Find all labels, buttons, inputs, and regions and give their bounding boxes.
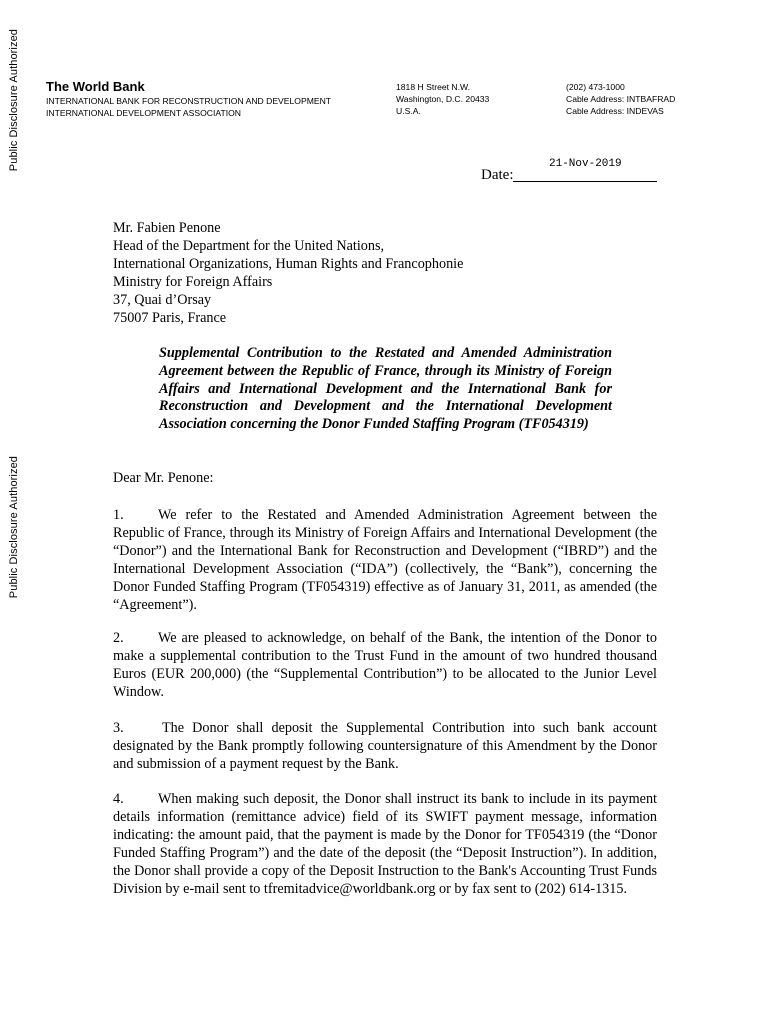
- contact-phone: (202) 473-1000: [566, 82, 625, 92]
- recipient-line: 75007 Paris, France: [113, 310, 227, 326]
- recipient-line: Mr. Fabien Penone: [113, 220, 221, 236]
- salutation: Dear Mr. Penone:: [113, 470, 214, 486]
- disclosure-stamp-top: Public Disclosure Authorized: [8, 29, 20, 172]
- contact-cable-1: Cable Address: INTBAFRAD: [566, 94, 676, 104]
- paragraph-number: 3.: [113, 720, 124, 736]
- address-city: Washington, D.C. 20433: [396, 94, 490, 104]
- paragraph-1: [113, 506, 657, 614]
- subject-line: Supplemental Contribution to the Restated and Amended Administration Agreement between the Republic of France, through its Ministry of Foreign Affairs and International Development and the International Bank for Reconstruction and Development and the International Development Association concerning the Donor Funded Staffing Program (TF054319): [159, 345, 612, 433]
- recipient-line: Ministry for Foreign Affairs: [113, 274, 273, 290]
- date-value: 21-Nov-2019: [549, 158, 622, 170]
- org-line-ibrd: INTERNATIONAL BANK FOR RECONSTRUCTION AND DEVELOPMENT: [46, 96, 332, 106]
- disclosure-stamp-middle: Public Disclosure Authorized: [8, 456, 20, 599]
- paragraph-3: [113, 719, 657, 773]
- date-underline: [513, 181, 657, 182]
- paragraph-number: 2.: [113, 630, 124, 646]
- letterhead-address: [396, 81, 489, 117]
- org-line-ida: INTERNATIONAL DEVELOPMENT ASSOCIATION: [46, 108, 241, 118]
- paragraph-number: 4.: [113, 791, 124, 807]
- recipient-line: Head of the Department for the United Nations,: [113, 238, 385, 254]
- recipient-address: [113, 219, 657, 327]
- paragraph-text: We are pleased to acknowledge, on behalf of the Bank, the intention of the Donor to make a supplemental contribution to the Trust Fund in the amount of two hundred thousand Euros (EUR 200,000) (the “Supplemental Contribution”) to be allocated to the Junior Level Window.: [113, 630, 657, 700]
- recipient-line: International Organizations, Human Rights and Francophonie: [113, 256, 464, 272]
- letterhead-organizations: [46, 95, 331, 119]
- paragraph-number: 1.: [113, 507, 124, 523]
- contact-cable-2: Cable Address: INDEVAS: [566, 106, 664, 116]
- address-country: U.S.A.: [396, 106, 421, 116]
- paragraph-text: The Donor shall deposit the Supplemental Contribution into such bank account designated by the Bank promptly following countersignature of this Amendment by the Donor and submission of a payment request by the Bank.: [113, 720, 657, 772]
- letterhead-title: The World Bank: [46, 79, 145, 94]
- letterhead-contact: [566, 81, 675, 117]
- date-field: [481, 158, 661, 186]
- address-street: 1818 H Street N.W.: [396, 82, 471, 92]
- paragraph-text: We refer to the Restated and Amended Administration Agreement between the Republic of France, through its Ministry of Foreign Affairs and International Development (the “Donor”) and the International Bank for Reconstruction and Development (“IBRD”) and the International Development Association (“IDA”) (collectively, the “Bank”), concerning the Donor Funded Staffing Program (TF054319) effective as of January 31, 2011, as amended (the “Agreement”).: [113, 507, 657, 613]
- paragraph-text: When making such deposit, the Donor shall instruct its bank to include in its payment details information (remittance advice) field of its SWIFT payment message, information indicating: the amount paid, that the payment is made by the Donor for TF054319 (the “Donor Funded Staffing Program”) and the date of the deposit (the “Deposit Instruction”). In addition, the Donor shall provide a copy of the Deposit Instruction to the Bank's Accounting Trust Funds Division by e-mail sent to tfremitadvice@worldbank.org or by fax sent to (202) 614-1315.: [113, 791, 657, 897]
- paragraph-4: [113, 790, 657, 898]
- recipient-line: 37, Quai d’Orsay: [113, 292, 212, 308]
- paragraph-2: [113, 629, 657, 701]
- date-label: Date:: [481, 167, 514, 183]
